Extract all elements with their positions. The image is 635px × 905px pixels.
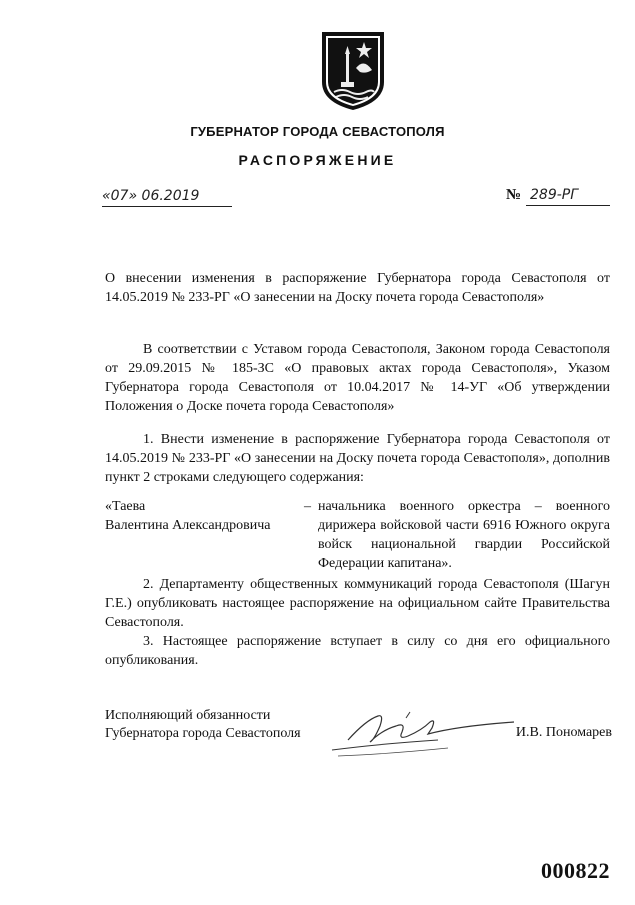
signer-name: И.В. Пономарев (515, 725, 612, 740)
honoree-name-line-2: Валентина Александровича (105, 518, 271, 533)
honoree-name (105, 497, 295, 535)
document-subject: О внесении изменения в распоряжение Губернатора города Севастополя от 14.05.2019 № 233-РГ «О занесении на Доску почета города Севастополя» (105, 271, 610, 305)
legal-basis-paragraph: В соответствии с Уставом города Севастополя, Законом города Севастополя от 29.09.2015 № 185-ЗС «О правовых актах города Севастополя», Указом Губернатора города Севастополя от 10.04.2017 № 14-УГ «Об утверждении Положения о Доске почета города Севастополя» (105, 342, 610, 414)
honoree-description: начальника военного оркестра – военного дирижера войсковой части 6916 Южного округа войск национальной гвардии Российской Федерации капитана». (318, 499, 610, 571)
sevastopol-coat-of-arms-emblem (320, 30, 386, 112)
document-date: «07» 06.2019 (102, 188, 200, 204)
document-type-title: РАСПОРЯЖЕНИЕ (238, 152, 397, 168)
issuer-title: ГУБЕРНАТОР ГОРОДА СЕВАСТОПОЛЯ (190, 124, 445, 139)
clause-1: 1. Внести изменение в распоряжение Губернатора города Севастополя от 14.05.2019 № 233-РГ «О занесении на Доску почета города Севастополя», дополнив пункт 2 строками следующего содержания: (105, 432, 610, 485)
honoree-name-line-1: «Таева (105, 499, 146, 514)
document-date-field (102, 184, 232, 207)
document-number: 289-РГ (526, 187, 610, 206)
clause-2: 2. Департаменту общественных коммуникаций города Севастополя (Шагун Г.Е.) опубликовать настоящее распоряжение на официальном сайте Правительства Севастополя. (105, 577, 610, 630)
handwritten-signature (318, 700, 518, 766)
signer-position (105, 707, 345, 743)
clause-3: 3. Настоящее распоряжение вступает в силу со дня его официального опубликования. (105, 634, 610, 668)
document-number-field (506, 184, 610, 206)
honoree-dash: – (304, 499, 311, 514)
signer-position-line-2: Губернатора города Севастополя (105, 726, 301, 741)
signer-position-line-1: Исполняющий обязанности (105, 708, 271, 723)
form-serial-number: 000822 (541, 858, 610, 883)
number-sign: № (506, 187, 522, 203)
